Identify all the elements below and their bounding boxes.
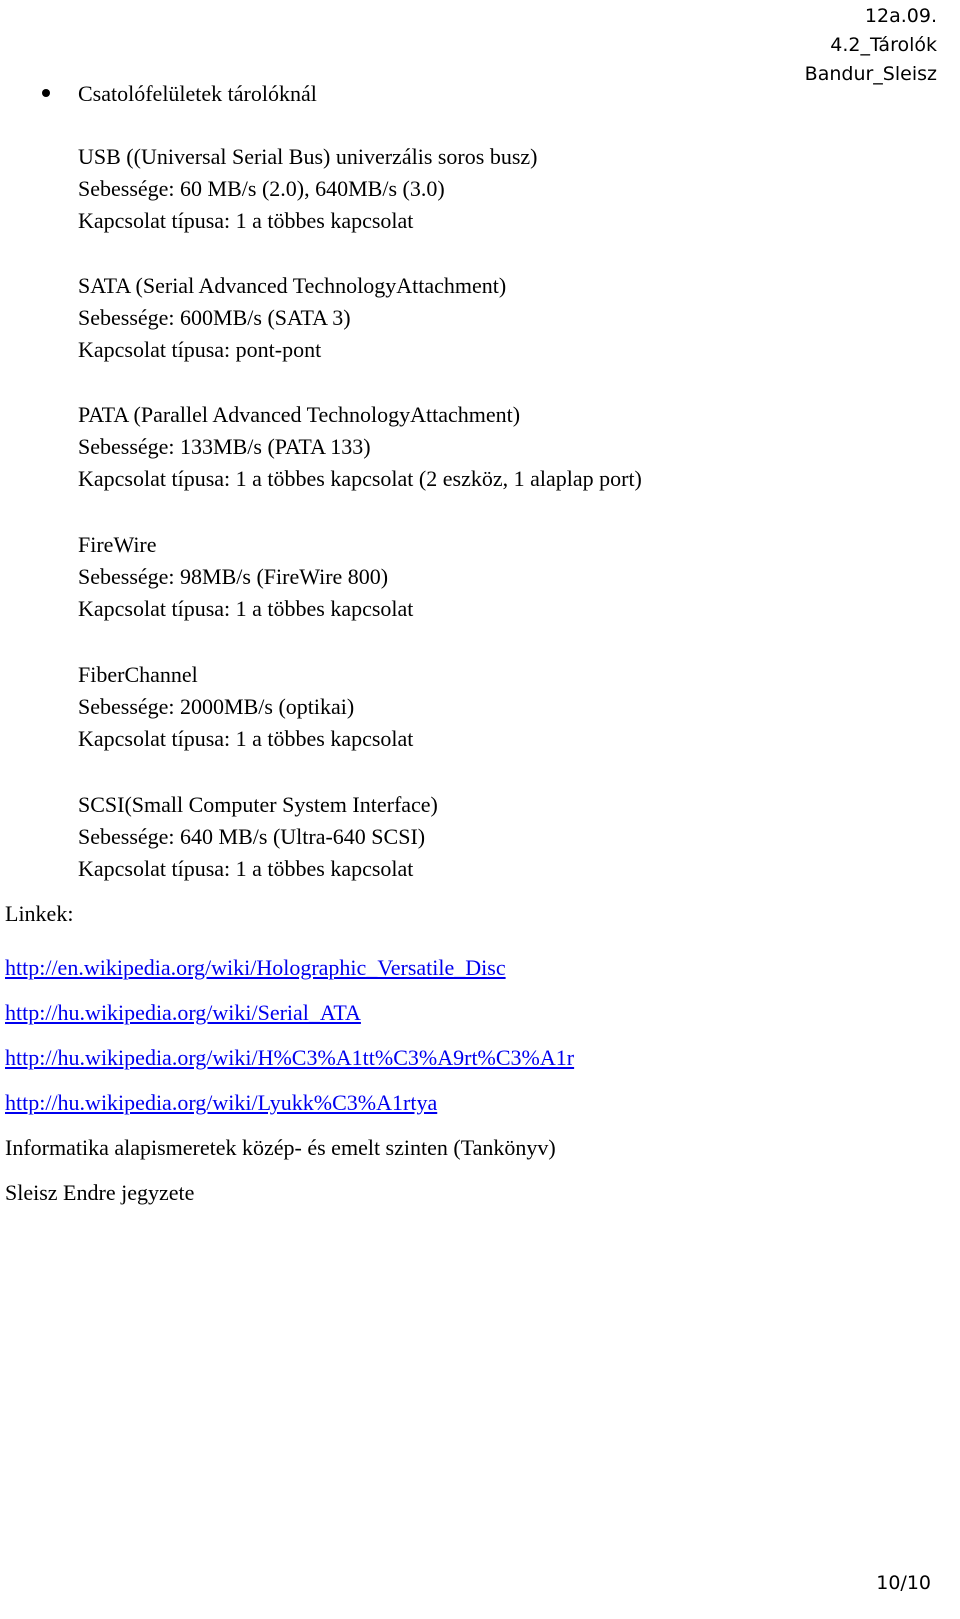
bullet-text: Csatolófelületek tárolóknál	[78, 81, 317, 106]
interface-scsi	[78, 789, 438, 885]
header-line-2: 4.2_Tárolók	[830, 34, 937, 56]
bullet-icon	[42, 89, 50, 97]
links-label: Linkek:	[5, 901, 74, 926]
interface-fiberchannel	[78, 659, 413, 755]
interface-speed: Sebessége: 600MB/s (SATA 3)	[78, 305, 351, 330]
bullet-item	[42, 78, 317, 110]
interface-speed: Sebessége: 2000MB/s (optikai)	[78, 694, 355, 719]
interface-firewire	[78, 529, 413, 625]
interface-sata	[78, 270, 506, 366]
links-list	[5, 952, 574, 1222]
source-textbook: Informatika alapismeretek közép- és emelt szinten (Tankönyv)	[5, 1135, 556, 1160]
page-number: 10/10	[876, 1572, 931, 1594]
interface-name: USB ((Universal Serial Bus) univerzális soros busz)	[78, 144, 538, 169]
interface-connection: Kapcsolat típusa: 1 a többes kapcsolat	[78, 208, 414, 233]
interface-speed: Sebessége: 640 MB/s (Ultra-640 SCSI)	[78, 824, 426, 849]
interface-name: FireWire	[78, 532, 157, 557]
page-header	[805, 2, 937, 89]
interface-connection: Kapcsolat típusa: 1 a többes kapcsolat	[78, 856, 414, 881]
interface-speed: Sebessége: 98MB/s (FireWire 800)	[78, 564, 389, 589]
link-holographic-versatile-disc[interactable]: http://en.wikipedia.org/wiki/Holographic_Versatile_Disc	[5, 955, 506, 980]
interface-name: FiberChannel	[78, 662, 198, 687]
interface-connection: Kapcsolat típusa: 1 a többes kapcsolat (2 eszköz, 1 alaplap port)	[78, 466, 642, 491]
link-hattertar[interactable]: http://hu.wikipedia.org/wiki/H%C3%A1tt%C3%A9rt%C3%A1r	[5, 1045, 575, 1070]
interface-name: SCSI(Small Computer System Interface)	[78, 792, 438, 817]
source-notes: Sleisz Endre jegyzete	[5, 1180, 195, 1205]
header-line-3: Bandur_Sleisz	[804, 63, 937, 85]
interface-connection: Kapcsolat típusa: pont-pont	[78, 337, 322, 362]
interface-name: PATA (Parallel Advanced TechnologyAttachment)	[78, 402, 521, 427]
interface-name: SATA (Serial Advanced TechnologyAttachment)	[78, 273, 507, 298]
header-line-1: 12a.09.	[864, 5, 937, 27]
interface-connection: Kapcsolat típusa: 1 a többes kapcsolat	[78, 726, 414, 751]
link-lyukkartya[interactable]: http://hu.wikipedia.org/wiki/Lyukk%C3%A1rtya	[5, 1090, 438, 1115]
interface-speed: Sebessége: 133MB/s (PATA 133)	[78, 434, 371, 459]
link-serial-ata[interactable]: http://hu.wikipedia.org/wiki/Serial_ATA	[5, 1000, 361, 1025]
interface-usb	[78, 141, 537, 237]
interface-connection: Kapcsolat típusa: 1 a többes kapcsolat	[78, 596, 414, 621]
interface-pata	[78, 399, 642, 495]
interface-speed: Sebessége: 60 MB/s (2.0), 640MB/s (3.0)	[78, 176, 445, 201]
